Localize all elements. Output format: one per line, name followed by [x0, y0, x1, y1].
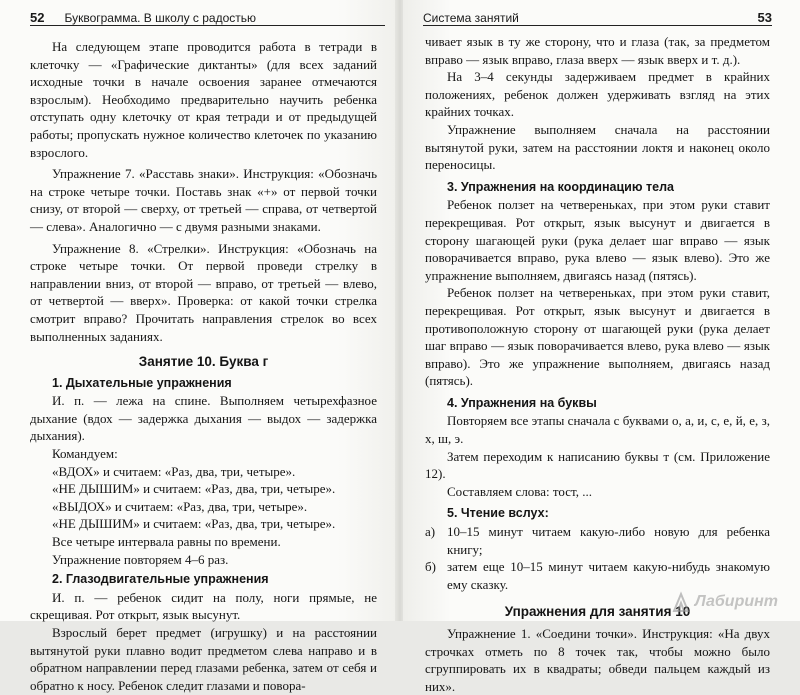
exercise-7: Упражнение 7. «Расставь знаки». Инструкция: «Обозначь на строке четыре точки. Поставь знак «+» от первой точки снизу, от второй — сверху, от третьей — справа, от четвертой — слева». Аналогично — с двумя разными знаками.: [30, 166, 377, 234]
section-2-paragraph: Взрослый берет предмет (игрушку) и на расстоянии вытянутой руки плавно водит предметом слева направо и в обратном направлении перед глазами ребенка, затем от себя и обратно к носу. Ребенок следит глазами и повора-: [30, 625, 377, 693]
paragraph: Упражнение выполняем сначала на расстоянии вытянутой руки, затем на расстоянии локтя и наконец около переносицы.: [425, 121, 770, 173]
section-1-paragraph: И. п. — лежа на спине. Выполняем четырехфазное дыхание (вдох — задержка дыхания — выдох — задержка дыхания).: [30, 393, 377, 444]
right-page-number: 53: [757, 10, 772, 25]
list-marker: б): [425, 559, 436, 575]
section-3-title: 3. Упражнения на координацию тела: [447, 179, 674, 194]
section-1-title: 1. Дыхательные упражнения: [52, 375, 232, 390]
list-text: 10–15 минут читаем какую-либо новую для ребенка книгу;: [447, 524, 770, 557]
exercises-title: Упражнения для занятия 10: [504, 604, 691, 620]
left-page-body: [30, 38, 377, 694]
watermark-text: Лабиринт: [694, 593, 778, 610]
left-page-number: 52: [30, 10, 45, 25]
section-4-paragraph: Составляем слова: тост, ...: [447, 483, 592, 499]
right-page-header: [423, 3, 772, 26]
section-2-paragraph: И. п. — ребенок сидит на полу, ноги прямые, не скрещивая. Рот открыт, язык высунут.: [30, 589, 377, 623]
section-1-command: Командуем:: [52, 446, 118, 462]
section-1-line: «ВЫДОХ» и считаем: «Раз, два, три, четыре».: [52, 498, 308, 514]
section-5-title: 5. Чтение вслух:: [447, 506, 549, 521]
lesson-title: Занятие 10. Буква г: [138, 354, 269, 370]
section-4-paragraph: Повторяем все этапы сначала с буквами о, а, и, с, е, й, е, з, х, ш, э.: [425, 413, 770, 447]
section-1-line: «ВДОХ» и считаем: «Раз, два, три, четыре».: [52, 463, 296, 479]
section-4-paragraph: Затем переходим к написанию буквы т (см. Приложение 12).: [425, 448, 770, 482]
paragraph: На 3–4 секунды задерживаем предмет в крайних положениях, ребенок должен удерживать взгляд на этих крайних точках.: [425, 69, 770, 120]
watermark: [671, 591, 778, 613]
section-2-title: 2. Глазодвигательные упражнения: [52, 572, 269, 587]
right-header-title: Система занятий: [423, 11, 519, 25]
right-page: [403, 0, 800, 694]
continued-paragraph: чивает язык в ту же сторону, что и глаза (так, за предметом вправо — язык вправо, глаза вверх — язык вверх и т. д.).: [425, 34, 770, 67]
left-header-title: Буквограмма. В школу с радостью: [64, 11, 257, 25]
intro-paragraph: На следующем этапе проводится работа в тетради в клеточку — «Графические диктанты» (для всех заданий исходные точки в начале освоения заранее отмечаются взрослым). Необходимо предварительно научить ребенка отступать одну клеточку от края тетради и от предыдущей работы; пропускать нужное количество клеточек по указанию взрослого.: [30, 39, 377, 160]
section-1-line: Все четыре интервала равны по времени.: [52, 534, 281, 550]
list-item: [425, 558, 770, 593]
section-3-paragraph: Ребенок ползет на четвереньках, при этом руки ставит, перекрещивая. Рот открыт, язык высунут и двигается в противоположную сторону от шагающей руки (рука делает шаг вправо — язык поворачивается влево, рука влево — язык вправо). Это же упражнение выполняем, двигаясь назад (пятясь).: [425, 285, 770, 389]
exercise-8: Упражнение 8. «Стрелки». Инструкция: «Обозначь на строке четыре точки. От первой проведи стрелку в направлении вниз, от второй — вправо, от третьей — влево, от четвертой — вверх». Проверка: от какой точки стрелка смотрит вправо? Прочитать направления стрелок во всех выполненных заданиях.: [30, 240, 377, 344]
left-page-header: [30, 3, 385, 26]
section-3-paragraph: Ребенок ползет на четвереньках, при этом руки ставит перекрещивая. Рот открыт, язык высунут и двигается в сторону шагающей руки (рука делает шаг вправо — язык поворачивается вправо, рука влево — язык влево). Это же упражнение выполняем, двигаясь назад (пятясь).: [425, 197, 770, 283]
list-item: [425, 523, 770, 558]
labyrinth-logo-icon: [671, 591, 691, 613]
left-page: [0, 0, 397, 693]
section-1-line: «НЕ ДЫШИМ» и считаем: «Раз, два, три, четыре».: [52, 516, 336, 532]
list-marker: а): [425, 524, 436, 540]
section-1-line: Упражнение повторяем 4–6 раз.: [52, 551, 229, 567]
section-4-title: 4. Упражнения на буквы: [447, 395, 597, 410]
list-text: затем еще 10–15 минут читаем какую-нибудь знакомую ему сказку.: [447, 559, 770, 592]
exercise-1: Упражнение 1. «Соедини точки». Инструкция: «На двух строчках отметь по 8 точек так, чтобы можно было сгруппировать их в квадраты; обведи пальцем каждый из них».: [425, 626, 770, 694]
section-1-line: «НЕ ДЫШИМ» и считаем: «Раз, два, три, четыре».: [52, 481, 336, 497]
